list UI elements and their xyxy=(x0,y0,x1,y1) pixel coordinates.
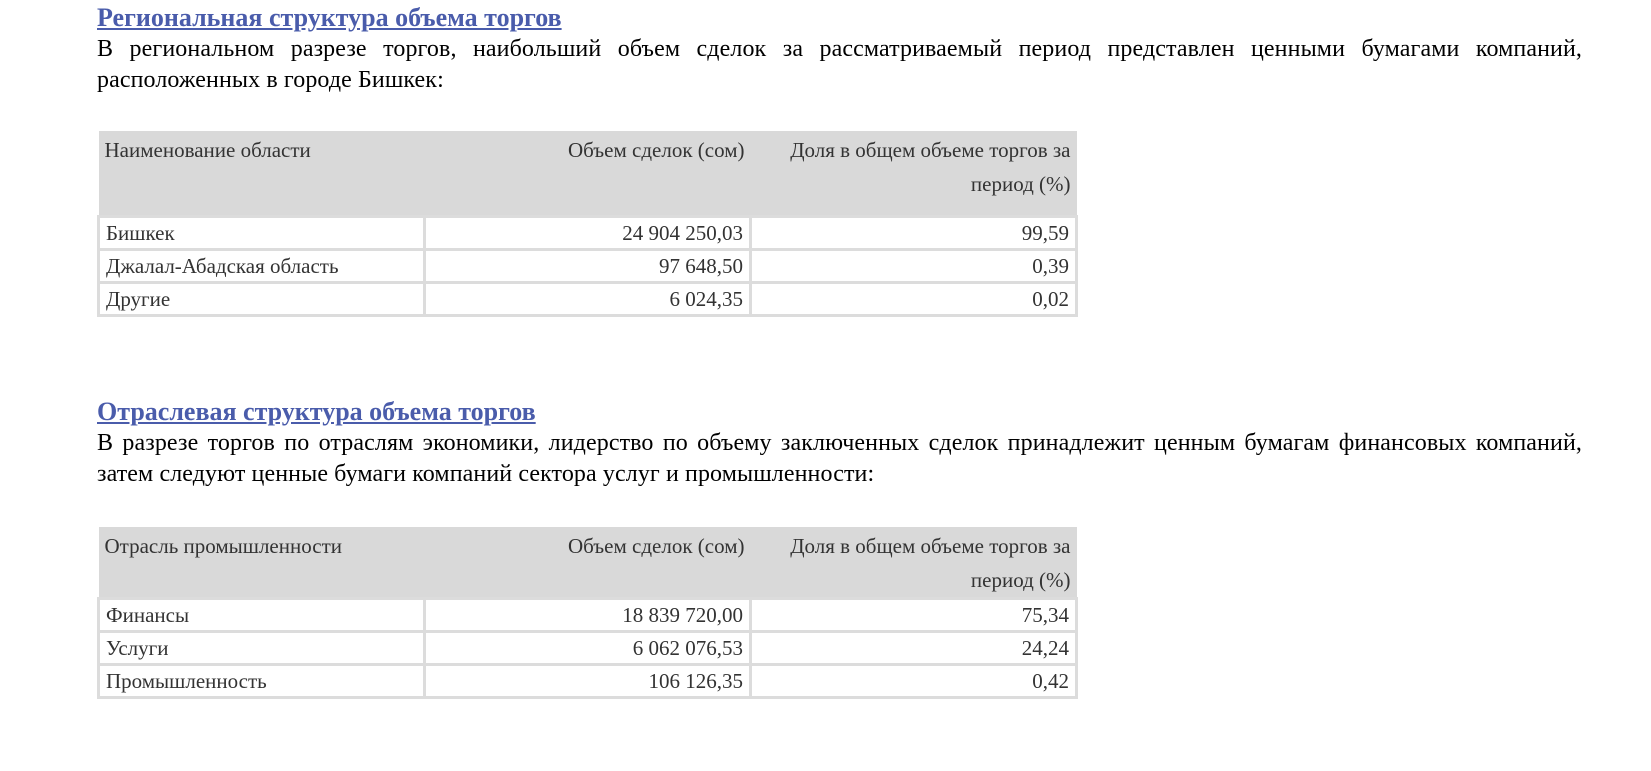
regional-table xyxy=(97,131,1078,317)
table-row xyxy=(99,217,1077,250)
sector-name-cell: Услуги xyxy=(99,632,425,665)
sector-name-cell: Промышленность xyxy=(99,665,425,698)
regional-section xyxy=(97,2,1582,96)
sector-name-cell: Финансы xyxy=(99,599,425,632)
column-header-share: Доля в общем объеме торгов за период (%) xyxy=(751,527,1077,599)
share-cell: 0,42 xyxy=(751,665,1077,698)
volume-cell: 106 126,35 xyxy=(425,665,751,698)
region-name-cell: Бишкек xyxy=(99,217,425,250)
column-header-sector: Отрасль промышленности xyxy=(99,527,425,599)
sector-heading: Отраслевая структура объема торгов xyxy=(97,397,536,426)
volume-cell: 6 062 076,53 xyxy=(425,632,751,665)
share-cell: 0,02 xyxy=(751,283,1077,316)
table-row xyxy=(99,632,1077,665)
table-row xyxy=(99,283,1077,316)
sector-section xyxy=(97,396,1582,490)
volume-cell: 18 839 720,00 xyxy=(425,599,751,632)
volume-cell: 24 904 250,03 xyxy=(425,217,751,250)
sector-table xyxy=(97,527,1078,699)
share-cell: 99,59 xyxy=(751,217,1077,250)
regional-heading: Региональная структура объема торгов xyxy=(97,3,562,32)
column-header-volume: Объем сделок (сом) xyxy=(425,131,751,217)
column-header-share: Доля в общем объеме торгов за период (%) xyxy=(751,131,1077,217)
table-header-row xyxy=(99,527,1077,599)
share-cell: 0,39 xyxy=(751,250,1077,283)
column-header-volume: Объем сделок (сом) xyxy=(425,527,751,599)
table-row xyxy=(99,599,1077,632)
region-name-cell: Джалал-Абадская область xyxy=(99,250,425,283)
volume-cell: 6 024,35 xyxy=(425,283,751,316)
table-header-row xyxy=(99,131,1077,217)
volume-cell: 97 648,50 xyxy=(425,250,751,283)
table-row xyxy=(99,250,1077,283)
share-cell: 75,34 xyxy=(751,599,1077,632)
sector-paragraph: В разрезе торгов по отраслям экономики, лидерство по объему заключенных сделок принадлежит ценным бумагам финансовых компаний, затем следуют ценные бумаги компаний сектора услуг и промышленности: xyxy=(97,430,1582,487)
share-cell: 24,24 xyxy=(751,632,1077,665)
column-header-region: Наименование области xyxy=(99,131,425,217)
regional-paragraph: В региональном разрезе торгов, наибольший объем сделок за рассматриваемый период представлен ценными бумагами компаний, расположенных в городе Бишкек: xyxy=(97,36,1582,93)
region-name-cell: Другие xyxy=(99,283,425,316)
table-row xyxy=(99,665,1077,698)
